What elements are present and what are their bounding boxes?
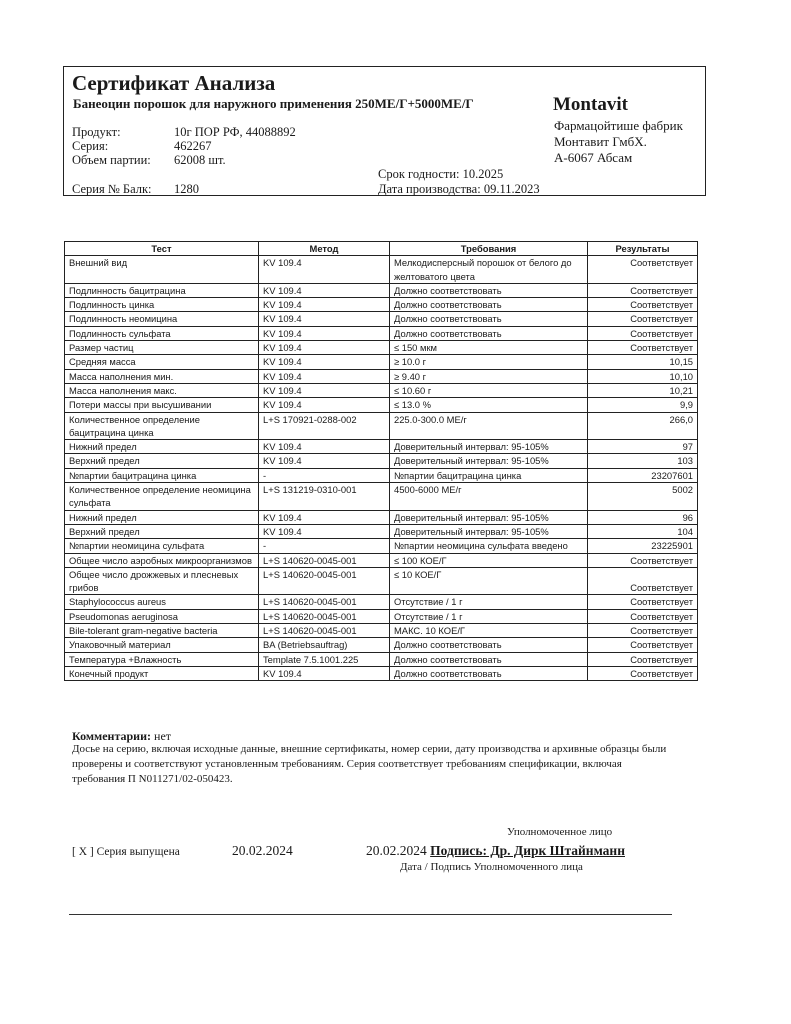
test-cell: Подлинность бацитрацина	[65, 283, 259, 297]
method-cell: KV 109.4	[259, 312, 390, 326]
result-cell: Соответствует	[588, 638, 698, 652]
method-cell: L+S 131219-0310-001	[259, 483, 390, 511]
test-cell: Конечный продукт	[65, 666, 259, 680]
result-cell: 23225901	[588, 539, 698, 553]
test-cell: Упаковочный материал	[65, 638, 259, 652]
result-cell: Соответствует	[588, 298, 698, 312]
method-cell: KV 109.4	[259, 369, 390, 383]
table-row	[65, 468, 698, 482]
authorized-person-title: Уполномоченное лицо	[507, 826, 613, 838]
method-cell: KV 109.4	[259, 341, 390, 355]
comments-label-text: Комментарии:	[72, 729, 152, 743]
product-value: 10г ПОР РФ, 44088892	[174, 125, 296, 139]
requirement-cell: ≤ 100 КОЕ/Г	[390, 553, 588, 567]
method-cell: KV 109.4	[259, 398, 390, 412]
test-cell: Масса наполнения макс.	[65, 383, 259, 397]
test-cell: Нижний предел	[65, 440, 259, 454]
comments-text: Досье на серию, включая исходные данные, внешние сертификаты, номер серии, дату производства и архивные образцы были проверены и соответствуют установленным требованиям. Серия соответствует требованиям спецификации, включая требования П N011271/02-050423.	[72, 743, 667, 785]
table-row	[65, 454, 698, 468]
requirement-cell: ≤ 10.60 г	[390, 383, 588, 397]
test-cell: Общее число дрожжевых и плесневых грибов	[65, 567, 259, 595]
method-cell: L+S 140620-0045-001	[259, 609, 390, 623]
company-line: Монтавит ГмбХ.	[554, 134, 647, 149]
test-cell: Температура +Влажность	[65, 652, 259, 666]
company-line: Фармацойтише фабрик	[554, 118, 683, 133]
table-row	[65, 524, 698, 538]
table-row	[65, 567, 698, 595]
result-cell: Соответствует	[588, 624, 698, 638]
method-cell: BA (Betriebsauftrag)	[259, 638, 390, 652]
test-cell: Количественное определение бацитрацина цинка	[65, 412, 259, 440]
test-cell: Средняя масса	[65, 355, 259, 369]
batch-released-checkbox: [ X ] Серия выпущена	[72, 846, 180, 858]
table-row	[65, 595, 698, 609]
method-cell: KV 109.4	[259, 298, 390, 312]
method-cell: KV 109.4	[259, 524, 390, 538]
batch-value: 462267	[174, 139, 212, 153]
table-row	[65, 369, 698, 383]
result-cell: Соответствует	[588, 595, 698, 609]
test-cell: Потери массы при высушивании	[65, 398, 259, 412]
test-cell: №партии бацитрацина цинка	[65, 468, 259, 482]
requirement-cell: Должно соответствовать	[390, 298, 588, 312]
test-cell: №партии неомицина сульфата	[65, 539, 259, 553]
comments-value: нет	[151, 729, 172, 743]
method-cell: Template 7.5.1001.225	[259, 652, 390, 666]
test-cell: Pseudomonas aeruginosa	[65, 609, 259, 623]
table-row	[65, 624, 698, 638]
table-row	[65, 326, 698, 340]
table-row	[65, 312, 698, 326]
requirement-cell: ≥ 10.0 г	[390, 355, 588, 369]
method-cell: KV 109.4	[259, 256, 390, 284]
signature-caption: Дата / Подпись Уполномоченного лица	[400, 861, 583, 873]
requirement-cell: Должно соответствовать	[390, 638, 588, 652]
table-row	[65, 652, 698, 666]
method-cell: KV 109.4	[259, 326, 390, 340]
requirement-cell: Должно соответствовать	[390, 666, 588, 680]
test-cell: Staphylococcus aureus	[65, 595, 259, 609]
requirement-cell: Должно соответствовать	[390, 312, 588, 326]
method-cell: KV 109.4	[259, 454, 390, 468]
column-header-test: Тест	[65, 242, 259, 256]
table-row	[65, 298, 698, 312]
result-cell: 10,21	[588, 383, 698, 397]
result-cell	[588, 567, 698, 595]
table-body	[65, 256, 698, 681]
requirement-cell: ≤ 10 КОЕ/Г	[390, 567, 588, 595]
table-row	[65, 440, 698, 454]
test-cell: Верхний предел	[65, 524, 259, 538]
result-cell: 10,10	[588, 369, 698, 383]
method-cell: KV 109.4	[259, 355, 390, 369]
requirement-cell: Доверительный интервал: 95-105%	[390, 524, 588, 538]
table-row	[65, 256, 698, 284]
requirement-cell: Должно соответствовать	[390, 326, 588, 340]
requirement-cell: Отсутствие / 1 г	[390, 609, 588, 623]
method-cell: L+S 140620-0045-001	[259, 567, 390, 595]
result-cell: 97	[588, 440, 698, 454]
table-row	[65, 483, 698, 511]
bulk-label: Серия № Балк:	[72, 182, 152, 196]
brand-name: Montavit	[553, 94, 628, 115]
result-value: Соответствует	[630, 582, 693, 594]
release-date: 20.02.2024	[232, 843, 293, 858]
column-header-method: Метод	[259, 242, 390, 256]
requirement-cell: №партии бацитрацина цинка	[390, 468, 588, 482]
volume-value: 62008 шт.	[174, 153, 226, 167]
product-label: Продукт:	[72, 125, 121, 139]
volume-label: Объем партии:	[72, 153, 151, 167]
table-row	[65, 283, 698, 297]
result-cell: Соответствует	[588, 326, 698, 340]
result-cell: Соответствует	[588, 341, 698, 355]
table-row	[65, 609, 698, 623]
table-row	[65, 510, 698, 524]
method-cell: L+S 140620-0045-001	[259, 624, 390, 638]
table-row	[65, 539, 698, 553]
test-cell: Bile-tolerant gram-negative bacteria	[65, 624, 259, 638]
document-title: Сертификат Анализа	[72, 71, 276, 95]
result-cell: Соответствует	[588, 553, 698, 567]
test-cell: Верхний предел	[65, 454, 259, 468]
requirement-cell: Должно соответствовать	[390, 652, 588, 666]
requirement-cell: №партии неомицина сульфата введено	[390, 539, 588, 553]
method-cell: L+S 140620-0045-001	[259, 553, 390, 567]
method-cell: -	[259, 468, 390, 482]
requirement-cell: Должно соответствовать	[390, 283, 588, 297]
requirement-cell: 4500-6000 МЕ/г	[390, 483, 588, 511]
method-cell: L+S 140620-0045-001	[259, 595, 390, 609]
column-header-requirements: Требования	[390, 242, 588, 256]
result-cell: 266,0	[588, 412, 698, 440]
signature: Подпись: Др. Дирк Штайнманн	[430, 843, 625, 858]
test-cell: Подлинность цинка	[65, 298, 259, 312]
test-cell: Внешний вид	[65, 256, 259, 284]
table-row	[65, 355, 698, 369]
requirement-cell: ≤ 13.0 %	[390, 398, 588, 412]
test-results-table	[64, 241, 698, 681]
table-row	[65, 666, 698, 680]
signature-date: 20.02.2024	[366, 843, 427, 858]
table-row	[65, 553, 698, 567]
requirement-cell: Доверительный интервал: 95-105%	[390, 454, 588, 468]
result-cell: Соответствует	[588, 256, 698, 284]
column-header-results: Результаты	[588, 242, 698, 256]
table-row	[65, 638, 698, 652]
result-cell: 103	[588, 454, 698, 468]
requirement-cell: Доверительный интервал: 95-105%	[390, 440, 588, 454]
result-cell: 9,9	[588, 398, 698, 412]
bulk-value: 1280	[174, 182, 199, 196]
requirement-cell: ≤ 150 мкм	[390, 341, 588, 355]
method-cell: KV 109.4	[259, 283, 390, 297]
result-cell: 104	[588, 524, 698, 538]
table-row	[65, 383, 698, 397]
requirement-cell: МАКС. 10 КОЕ/Г	[390, 624, 588, 638]
method-cell: -	[259, 539, 390, 553]
product-subtitle: Банеоцин порошок для наружного применения 250МЕ/Г+5000МЕ/Г	[73, 96, 474, 111]
table-row	[65, 341, 698, 355]
table-row	[65, 412, 698, 440]
requirement-cell: Отсутствие / 1 г	[390, 595, 588, 609]
test-cell: Масса наполнения мин.	[65, 369, 259, 383]
result-cell: 10,15	[588, 355, 698, 369]
production-date: Дата производства: 09.11.2023	[378, 182, 540, 196]
method-cell: KV 109.4	[259, 383, 390, 397]
test-cell: Количественное определение неомицина сульфата	[65, 483, 259, 511]
requirement-cell: Мелкодисперсный порошок от белого до желтоватого цвета	[390, 256, 588, 284]
requirement-cell: Доверительный интервал: 95-105%	[390, 510, 588, 524]
result-cell: Соответствует	[588, 652, 698, 666]
result-cell: 5002	[588, 483, 698, 511]
result-cell: Соответствует	[588, 609, 698, 623]
signature-line	[366, 843, 625, 859]
expiry-date: Срок годности: 10.2025	[378, 167, 504, 181]
result-cell: Соответствует	[588, 666, 698, 680]
test-cell: Нижний предел	[65, 510, 259, 524]
test-cell: Подлинность сульфата	[65, 326, 259, 340]
result-cell: Соответствует	[588, 283, 698, 297]
certificate-header	[63, 66, 706, 196]
method-cell: KV 109.4	[259, 510, 390, 524]
method-cell: KV 109.4	[259, 666, 390, 680]
table-row	[65, 398, 698, 412]
result-cell: 96	[588, 510, 698, 524]
table-header-row	[65, 242, 698, 256]
test-cell: Общее число аэробных микроорганизмов	[65, 553, 259, 567]
requirement-cell: 225.0-300.0 МЕ/г	[390, 412, 588, 440]
requirement-cell: ≥ 9.40 г	[390, 369, 588, 383]
method-cell: KV 109.4	[259, 440, 390, 454]
test-cell: Размер частиц	[65, 341, 259, 355]
company-line: А-6067 Абсам	[554, 150, 633, 165]
result-cell: 23207601	[588, 468, 698, 482]
result-cell: Соответствует	[588, 312, 698, 326]
footer-divider	[69, 914, 672, 915]
batch-label: Серия:	[72, 139, 109, 153]
test-cell: Подлинность неомицина	[65, 312, 259, 326]
method-cell: L+S 170921-0288-002	[259, 412, 390, 440]
